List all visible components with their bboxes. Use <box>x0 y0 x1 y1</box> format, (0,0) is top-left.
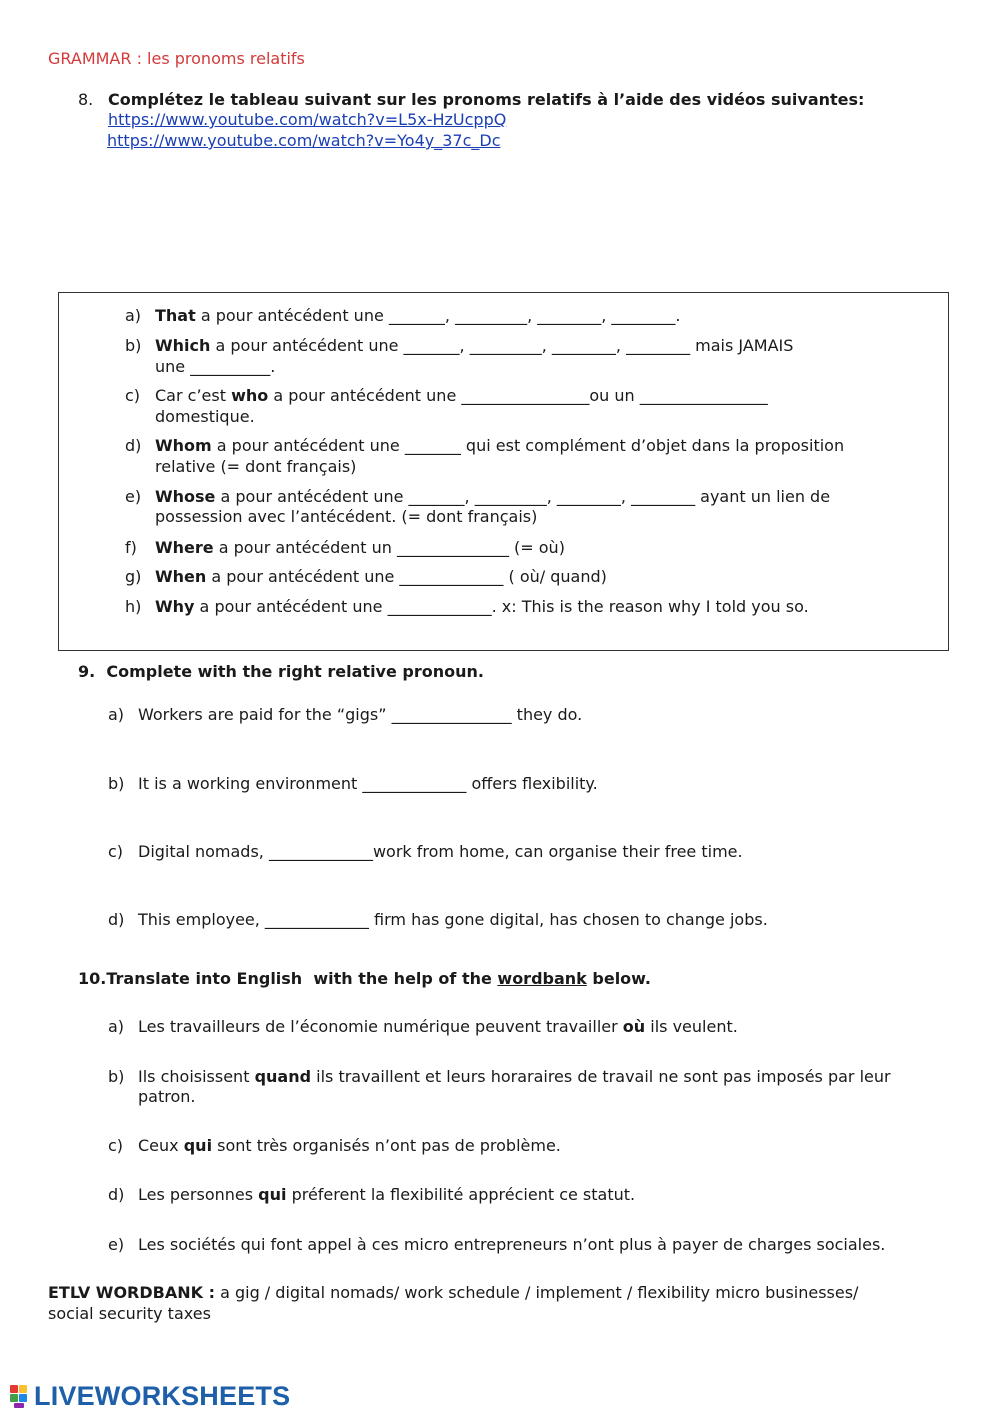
q10-item-label: d) <box>108 1185 125 1204</box>
q8-item-label: d) <box>125 436 142 455</box>
page-title: GRAMMAR : les pronoms relatifs <box>48 49 305 68</box>
wordbank-ref: wordbank <box>497 969 587 988</box>
q10-item: Les personnes qui préferent la flexibilité apprécient ce statut. <box>138 1185 636 1204</box>
q10-item: Les travailleurs de l’économie numérique peuvent travailler où ils veulent. <box>138 1017 738 1036</box>
q8-item-label: b) <box>125 336 142 355</box>
q8-number: 8. <box>78 90 94 109</box>
q8-item-label: g) <box>125 567 142 586</box>
q10-item-label: c) <box>108 1136 124 1155</box>
q8-item-label: a) <box>125 306 142 325</box>
pronoun-table-box <box>58 292 949 651</box>
video-link-2[interactable]: https://www.youtube.com/watch?v=Yo4y_37c_Dc <box>107 131 501 150</box>
q9-item: It is a working environment _____________ offers flexibility. <box>138 774 598 793</box>
q10-item: Ils choisissent quand ils travaillent et leurs horaraires de travail ne sont pas imposés par leur <box>138 1067 891 1086</box>
q9-item: Workers are paid for the “gigs” _______________ they do. <box>138 705 583 724</box>
wordbank-label: ETLV WORDBANK : <box>48 1283 215 1302</box>
q10-item-label: a) <box>108 1017 125 1036</box>
q8-item-label: e) <box>125 487 142 506</box>
q8-item-label: f) <box>125 538 137 557</box>
wordbank: ETLV WORDBANK : a gig / digital nomads/ work schedule / implement / flexibility micro businesses/ <box>48 1283 859 1302</box>
q8-item-label: h) <box>125 597 142 616</box>
q10-item: Les sociétés qui font appel à ces micro entrepreneurs n’ont plus à payer de charges sociales. <box>138 1235 886 1254</box>
q8-item: Whose a pour antécédent une _______, _________, ________, ________ ayant un lien de <box>155 487 831 506</box>
q8-item: Car c’est who a pour antécédent une ________________ou un ________________ <box>155 386 768 405</box>
logo-blocks-icon <box>10 1383 32 1409</box>
q8-instruction: Complétez le tableau suivant sur les pronoms relatifs à l’aide des vidéos suivantes: <box>108 90 865 109</box>
q8-item-continuation: possession avec l’antécédent. (= dont français) <box>155 507 538 526</box>
q10-item-label: e) <box>108 1235 125 1254</box>
q10-item: Ceux qui sont très organisés n’ont pas de problème. <box>138 1136 561 1155</box>
q8-item: Which a pour antécédent une _______, _________, ________, ________ mais JAMAIS <box>155 336 794 355</box>
q9-item-label: d) <box>108 910 125 929</box>
q9-title: 9. Complete with the right relative pronoun. <box>78 662 484 681</box>
q8-item: Why a pour antécédent une _____________. x: This is the reason why I told you so. <box>155 597 809 616</box>
liveworksheets-logo[interactable] <box>10 1381 290 1411</box>
q9-item-label: b) <box>108 774 125 793</box>
q10-title: 10.Translate into English with the help of the wordbank below. <box>78 969 651 988</box>
q9-item: This employee, _____________ firm has gone digital, has chosen to change jobs. <box>138 910 768 929</box>
q8-item-label: c) <box>125 386 141 405</box>
q9-item-label: c) <box>108 842 124 861</box>
video-link-1[interactable]: https://www.youtube.com/watch?v=L5x-HzUcppQ <box>108 110 507 129</box>
logo-text: LIVEWORKSHEETS <box>34 1381 291 1411</box>
wordbank-continuation: social security taxes <box>48 1304 211 1323</box>
q8-item: When a pour antécédent une _____________ ( où/ quand) <box>155 567 607 586</box>
q8-item-continuation: domestique. <box>155 407 255 426</box>
q9-item-label: a) <box>108 705 125 724</box>
q8-item: Whom a pour antécédent une _______ qui est complément d’objet dans la proposition <box>155 436 845 455</box>
q10-item-continuation: patron. <box>138 1087 196 1106</box>
q9-item: Digital nomads, _____________work from home, can organise their free time. <box>138 842 743 861</box>
q10-item-label: b) <box>108 1067 125 1086</box>
q8-item-continuation: une __________. <box>155 357 276 376</box>
q8-item: That a pour antécédent une _______, _________, ________, ________. <box>155 306 681 325</box>
q8-item-continuation: relative (= dont français) <box>155 457 357 476</box>
q8-item: Where a pour antécédent un ______________ (= où) <box>155 538 565 557</box>
